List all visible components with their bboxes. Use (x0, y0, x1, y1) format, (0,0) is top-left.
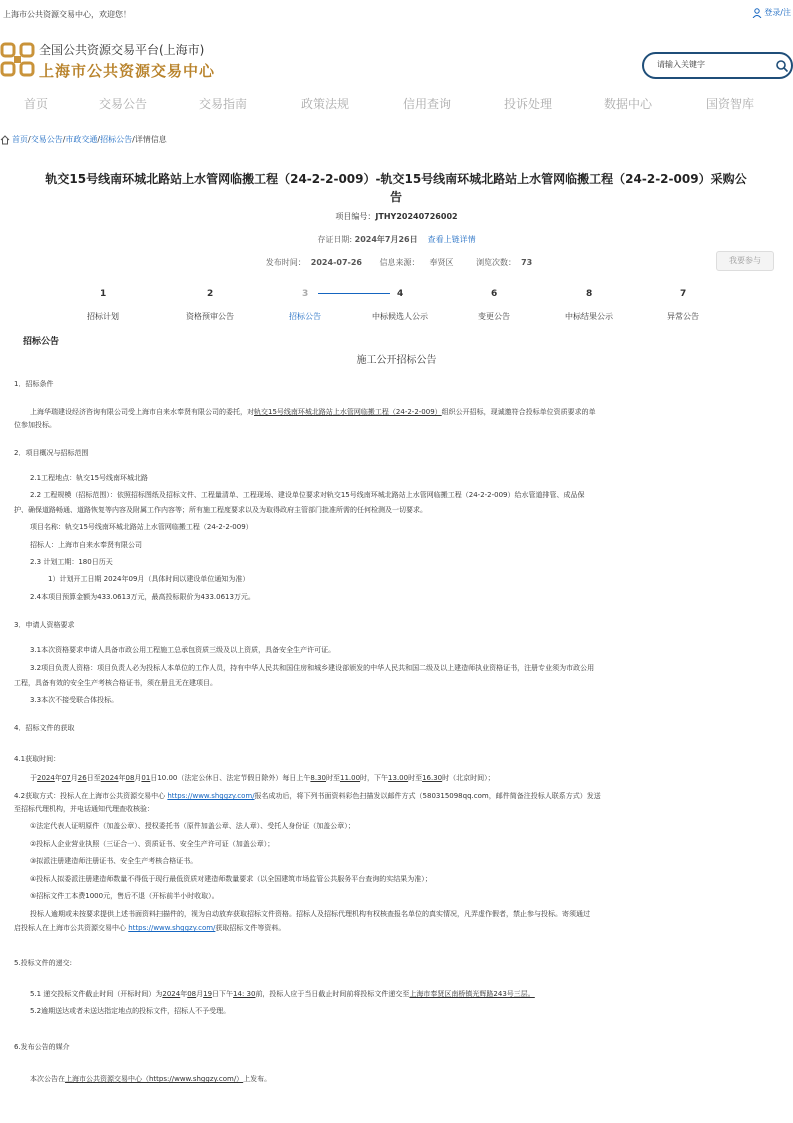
step-candidates[interactable]: 中标候选人公示 (372, 312, 428, 321)
paragraph: 2.4本项目预算金额为433.0613万元，最高投标限价为433.0613万元。 (30, 593, 255, 601)
step-change[interactable]: 变更公告 (478, 312, 510, 321)
paragraph: 3.1本次资格要求申请人具备市政公用工程施工总承包资质三级及以上资质，具备安全生产许可证。 (30, 646, 336, 654)
section-6-heading: 6.发布公告的媒介 (14, 1043, 70, 1051)
list-item: ①法定代表人证明原件（加盖公章）、授权委托书（原件加盖公章、法人章）、受托人身份证（加盖公章）； (30, 822, 355, 830)
nav-home[interactable]: 首页 (24, 97, 49, 111)
list-item: ②投标人企业营业执照（三证合一）、资质证书、安全生产许可证（加盖公章）； (30, 840, 275, 848)
user-icon (752, 8, 762, 18)
chain-detail-link[interactable]: 查看上链详情 (427, 235, 476, 244)
section-1-heading: 1．招标条件 (14, 380, 54, 388)
paragraph: 5.1 递交投标文件截止时间（开标时间）为2024年08月19日下午14: 30前，投标人应于当日截止时间前将投标文件递交至上海市奉贤区南桥镇光辉路243号三层。 (30, 990, 535, 998)
list-item: ③拟派注册建造师注册证书、安全生产考核合格证书。 (30, 857, 198, 865)
project-code-value: JTHY20240726002 (375, 212, 458, 221)
nav-credit-query[interactable]: 信用查询 (403, 97, 452, 111)
view-count: 73 (521, 258, 533, 267)
publish-time: 2024-07-26 (310, 258, 362, 267)
deposit-date: 存证日期: 2024年7月26日 查看上链详情 (317, 235, 476, 244)
paragraph: 4.1获取时间： (14, 755, 61, 763)
crumb-municipal[interactable]: 市政交通 (65, 135, 98, 144)
step-progress-line (318, 293, 390, 294)
shggzy-link[interactable]: https://www.shggzy.com/ (167, 792, 255, 800)
step-num: 4 (397, 289, 404, 299)
process-steps (0, 286, 793, 326)
logo-icon[interactable] (0, 42, 35, 77)
step-num: 6 (491, 289, 498, 299)
paragraph: 1）计划开工日期 2024年09月（具体时间以建设单位通知为准） (48, 575, 250, 583)
step-num: 7 (680, 289, 687, 299)
step-tender-notice[interactable]: 招标公告 (289, 312, 321, 321)
paragraph: 2.2 工程规模（招标范围）：依照招标图纸及招标文件、工程量清单、工程现场、建设单位要求对轨交15号线南环城北路站上水管网临搬工程（24-2-2-009）给水管道排管、成品保 (30, 491, 585, 499)
login-link[interactable] (752, 7, 791, 18)
notice-title: 轨交15号线南环城北路站上水管网临搬工程（24-2-2-009）-轨交15号线南环城北路站上水管网临搬工程（24-2-2-009）采购公告 (45, 172, 747, 204)
project-code: 项目编号：JTHY20240726002 (335, 212, 458, 221)
step-num: 3 (302, 289, 309, 299)
paragraph: 至招标代理机构，并电话通知代理查收核验： (14, 805, 154, 813)
shggzy-link[interactable]: https://www.shggzy.com/ (128, 924, 216, 932)
paragraph: 位参加投标。 (14, 421, 56, 429)
nav-policies[interactable]: 政策法规 (301, 97, 350, 111)
section-heading: 招标公告 (23, 337, 60, 347)
paragraph: 招标人：上海市自来水奉贤有限公司 (30, 541, 142, 549)
step-result[interactable]: 中标结果公示 (565, 312, 613, 321)
document-title: 施工公开招标公告 (356, 355, 437, 366)
paragraph: 启投标人在上海市公共资源交易中心 https://www.shggzy.com/获取招标文件等资料。 (14, 924, 286, 932)
paragraph: 本次公告在上海市公共资源交易中心（https://www.shggzy.com/）上发布。 (30, 1075, 272, 1083)
top-bar (0, 0, 793, 28)
search-box[interactable] (642, 52, 793, 79)
home-icon (0, 135, 10, 145)
list-item: ④投标人拟委派注册建造师数量不得低于现行最低资质对建造师数量要求（以全国建筑市场监管公共服务平台查询的实结果为准）； (30, 875, 432, 883)
step-plan[interactable]: 招标计划 (87, 312, 119, 321)
crumb-detail: 详情信息 (134, 135, 167, 144)
paragraph: 2.3 计划工期：180日历天 (30, 558, 113, 566)
section-2-heading: 2．项目概况与招标范围 (14, 449, 89, 457)
nav-think-tank[interactable]: 国资智库 (706, 97, 755, 111)
nav-complaints[interactable]: 投诉处理 (504, 97, 553, 111)
section-5-heading: 5.投标文件的递交: (14, 959, 73, 967)
info-source: 奉贤区 (429, 258, 454, 267)
login-label[interactable]: 登录/注 (764, 8, 791, 17)
platform-name: 全国公共资源交易平台(上海市) (39, 43, 205, 57)
step-num: 8 (586, 289, 593, 299)
crumb-notices[interactable]: 交易公告 (30, 135, 63, 144)
section-3-heading: 3．申请人资格要求 (14, 621, 75, 629)
center-name: 上海市公共资源交易中心 (39, 62, 216, 80)
main-nav (0, 95, 793, 118)
search-input[interactable] (657, 60, 767, 69)
paragraph: 2.1工程地点：轨交15号线南环城北路 (30, 474, 149, 482)
paragraph: 3.3本次不接受联合体投标。 (30, 696, 119, 704)
join-button[interactable]: 我要参与 (716, 251, 774, 271)
welcome-text: 上海市公共资源交易中心，欢迎您！ (3, 10, 131, 19)
paragraph: 3.2项目负责人资格：项目负责人必为投标人本单位的工作人员，持有中华人民共和国住房和城乡建设部颁发的中华人民共和国二级及以上建造师执业资格证书，注册专业须为市政公用 (30, 664, 595, 672)
list-item: ⑤招标文件工本费1000元，售后不退（开标前半小时收取）。 (30, 892, 219, 900)
paragraph: 于2024年07月26日至2024年08月01日10.00（法定公休日、法定节假日除外）每日上午8.30时至11.00时，下午13.00时至16.30时（北京时间）； (30, 774, 495, 782)
breadcrumb: 首页 / 交易公告 / 市政交通 / 招标公告 / 详情信息 (0, 134, 167, 145)
paragraph: 项目名称：轨交15号线南环城北路站上水管网临搬工程（24-2-2-009） (30, 523, 253, 531)
paragraph: 工程，具备有效的安全生产考核合格证书，须在册且无在建项目。 (14, 679, 217, 687)
step-num: 2 (207, 289, 214, 299)
step-abnormal[interactable]: 异常公告 (667, 312, 699, 321)
crumb-tender[interactable]: 招标公告 (100, 135, 133, 144)
step-prequal[interactable]: 资格预审公告 (186, 312, 234, 321)
notice-meta: 发布时间： 2024-07-26 信息来源： 奉贤区 浏览次数： 73 (265, 258, 533, 267)
paragraph: 上海华瑞建设经济咨询有限公司受上海市自来水奉贤有限公司的委托，对轨交15号线南环城北路站上水管网临搬工程（24-2-2-009）组织公开招标，现诚邀符合投标单位资质要求的单 (30, 408, 596, 416)
step-num: 1 (100, 289, 107, 299)
nav-trade-guide[interactable]: 交易指南 (199, 97, 248, 111)
crumb-home[interactable]: 首页 (12, 135, 28, 144)
paragraph: 4.2获取方式：投标人在上海市公共资源交易中心 https://www.shggzy.com/报名成功后，将下列书面资料彩色扫描发以邮件方式（580315098qq.com，邮件简备注投标人联系方式）发送 (14, 792, 601, 800)
section-4-heading: 4．招标文件的获取 (14, 724, 75, 732)
paragraph: 5.2逾期送达或者未送达指定地点的投标文件，招标人不予受理。 (30, 1007, 231, 1015)
nav-data-center[interactable]: 数据中心 (604, 97, 653, 111)
search-icon[interactable] (775, 59, 789, 73)
paragraph: 护、确保道路畅通、道路恢复等内容及附属工作内容等；所有施工程度要求以及为取得政府主管部门批准所需的任何检测及一切要求。 (14, 506, 427, 514)
paragraph: 投标人逾期或未按要求提供上述书面资料扫描件的，视为自动放弃获取招标文件资格。招标人及招标代理机构有权核查报名单位的真实情况，凡弄虚作假者，禁止参与投标。寄须通过 (30, 910, 590, 918)
nav-trade-notices[interactable]: 交易公告 (99, 97, 148, 111)
